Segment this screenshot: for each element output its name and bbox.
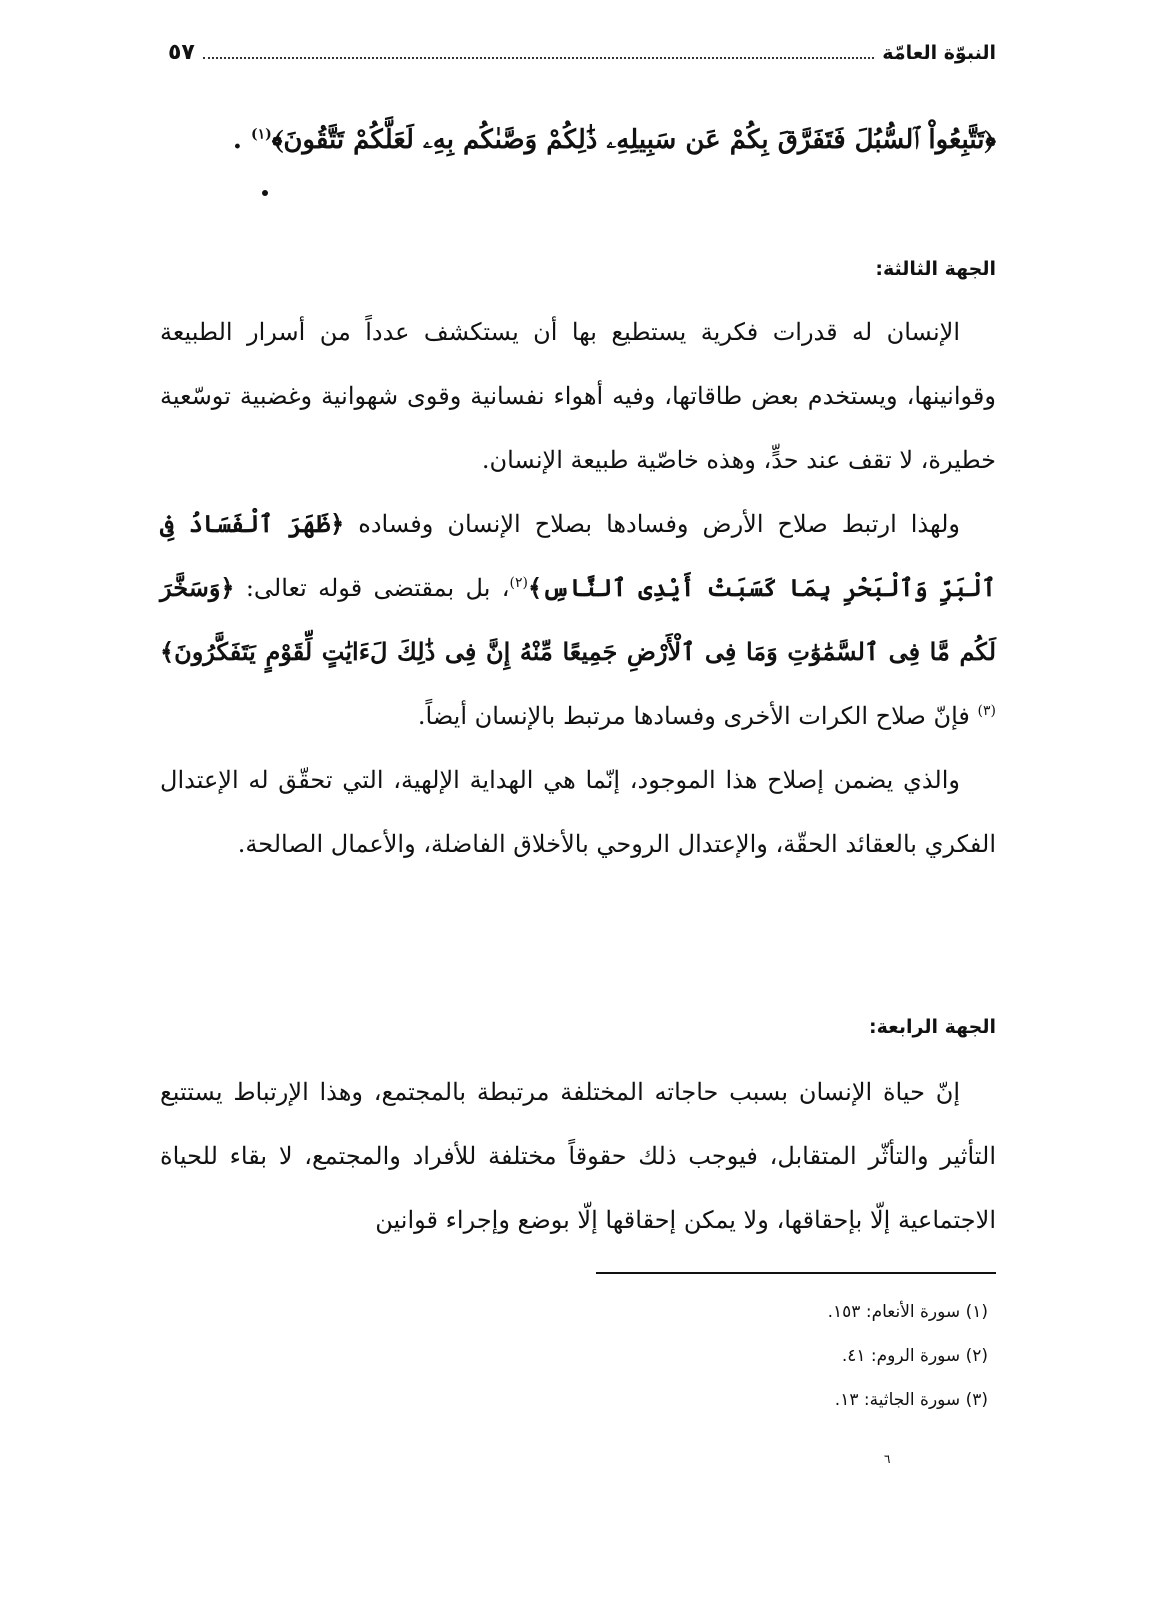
running-title: النبوّة العامّة bbox=[882, 42, 996, 64]
footnote-3: (٣) سورة الجاثية: ١٣. bbox=[834, 1390, 988, 1410]
footnote-ref-2: (٢) bbox=[509, 575, 528, 591]
section-heading-third: الجهة الثالثة: bbox=[875, 258, 996, 280]
paragraph: الإنسان له قدرات فكرية يستطيع بها أن يستكشف عدداً من أسرار الطبيعة وقوانينها، ويستخدم بعض طاقاتها، وفيه أهواء نفسانية وقوى شهوانية وغضبية توسّعية خطيرة، لا تقف عند حدٍّ، وهذه خاصّية طبيعة الإنسان. bbox=[160, 318, 996, 474]
footnote-ref-3: (٣) bbox=[977, 703, 996, 719]
page-number: ٥٧ bbox=[168, 40, 195, 65]
paragraph-text: فإنّ صلاح الكرات الأخرى وفسادها مرتبط بالإنسان أيضاً. bbox=[417, 702, 978, 730]
footnote-2: (٢) سورة الروم: ٤١. bbox=[841, 1346, 988, 1366]
footnote-divider bbox=[596, 1272, 996, 1274]
paragraph: والذي يضمن إصلاح هذا الموجود، إنّما هي الهداية الإلهية، التي تحقّق له الإعتدال الفكري بالعقائد الحقّة، والإعتدال الروحي بالأخلاق الفاضلة، والأعمال الصالحة. bbox=[160, 766, 996, 858]
paragraph-text: ، بل بمقتضى قوله تعالى: bbox=[234, 574, 510, 602]
paragraph: إنّ حياة الإنسان بسبب حاجاته المختلفة مرتبطة بالمجتمع، وهذا الإرتباط يستتبع التأثير والتأثّر المتقابل، فيوجب ذلك حقوقاً مختلفة للأفراد والمجتمع، لا بقاء للحياة الاجتماعية إلّا بإحقاقها، ولا يمكن إحقاقها إلّا بوضع وإجراء قوانين bbox=[160, 1078, 996, 1234]
page-header bbox=[168, 40, 996, 80]
section-heading-fourth: الجهة الرابعة: bbox=[869, 1016, 996, 1038]
stray-dot bbox=[262, 190, 268, 196]
paragraph bbox=[160, 492, 996, 748]
section-fourth-body bbox=[160, 1060, 996, 1252]
footnote-1: (١) سورة الأنعام: ١٥٣. bbox=[827, 1302, 988, 1322]
leader-dots bbox=[203, 43, 874, 59]
continued-verse bbox=[160, 112, 996, 168]
footnote-ref-1: (١) bbox=[251, 126, 272, 143]
quran-verse-jathiya: ﴿وَسَخَّرَ لَكُم مَّا فِى ٱلسَّمَٰوَٰتِ وَمَا فِى ٱلْأَرْضِ جَمِيعًا مِّنْهُ إِنَّ فِى ذَٰلِكَ لَءَايَٰتٍ لِّقَوْمٍ يَتَفَكَّرُونَ﴾ bbox=[160, 573, 996, 666]
quran-verse-text: ﴿تَتَّبِعُواْ ٱلسُّبُلَ فَتَفَرَّقَ بِكُمْ عَن سَبِيلِهِۦ ذَٰلِكُمْ وَصَّىٰكُم بِهِۦ لَعَلَّكُمْ تَتَّقُونَ﴾ bbox=[271, 125, 996, 155]
stray-mark: ٦ bbox=[884, 1452, 891, 1466]
footnotes bbox=[828, 1290, 988, 1422]
paragraph-text: ولهذا ارتبط صلاح الأرض وفسادها بصلاح الإنسان وفساده bbox=[344, 510, 960, 538]
section-third-body bbox=[160, 300, 996, 876]
quran-verse-rum: ﴿ظَهَرَ ٱلْفَسَادُ فِى ٱلْبَرِّ وَٱلْبَحْرِ بِمَا كَسَبَتْ أَيْدِى ٱلنَّاسِ﴾ bbox=[160, 509, 996, 602]
verse-end: . bbox=[232, 125, 252, 155]
